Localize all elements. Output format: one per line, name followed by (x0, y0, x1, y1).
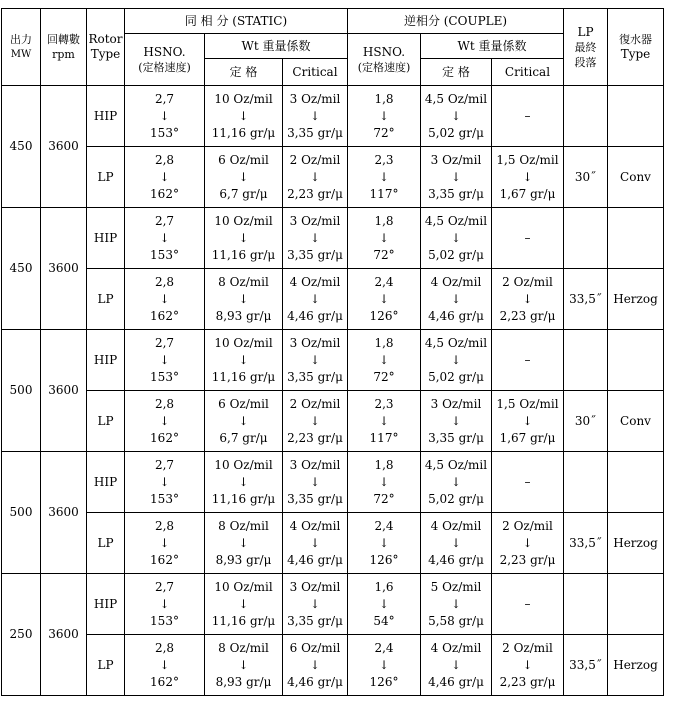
rotor-type-cell: HIP (87, 452, 125, 513)
couple-critical-cell (492, 391, 564, 452)
static-rated-cell-line: 10 Oz/mil (214, 213, 273, 228)
static-critical-cell-line: 2,23 gr/μ (287, 430, 343, 445)
couple-rated-cell-line: ↓ (450, 474, 462, 489)
output-header: 出力 MW (2, 9, 41, 86)
static-critical-cell-line: ↓ (309, 535, 321, 550)
condenser-type-cell (608, 208, 664, 269)
condenser-type-header: 復水器 Type (608, 9, 664, 86)
static-critical-cell-line: 2 Oz/mil (289, 396, 341, 411)
couple-hsno-cell-line: 72° (373, 369, 395, 384)
couple-rated-cell (421, 635, 492, 696)
couple-hsno-cell-line: 54° (373, 613, 395, 628)
lp-stage-cell: 33,5˝ (564, 513, 608, 574)
static-hsno-header: HSNO. (定格速度) (125, 34, 205, 86)
couple-rated-cell-line: ↓ (450, 535, 462, 550)
static-rated-cell-line: 8,93 gr/μ (215, 552, 272, 567)
table-row (2, 574, 664, 635)
lp-stage-cell (564, 452, 608, 513)
couple-hsno-cell (348, 574, 421, 635)
static-rated-cell-line: ↓ (238, 657, 249, 672)
couple-rated-cell-line: 3,35 gr/μ (428, 430, 484, 445)
static-hsno-cell-line: ↓ (159, 535, 170, 550)
static-rated-cell-line: 10 Oz/mil (214, 335, 273, 350)
couple-critical-cell-line: 2 Oz/mil (502, 518, 553, 533)
rotor-type-cell: LP (87, 635, 125, 696)
couple-hsno-cell-line: 1,8 (374, 457, 394, 472)
static-critical-cell-line: 2 Oz/mil (289, 152, 341, 167)
couple-hsno-cell (348, 635, 421, 696)
couple-hsno-cell-line: ↓ (378, 230, 390, 245)
table-row (2, 86, 664, 147)
couple-critical-cell-line: 2,23 gr/μ (499, 552, 556, 567)
rotor-type-header: Rotor Type (87, 9, 125, 86)
rpm-cell: 3600 (41, 574, 87, 696)
static-critical-cell (283, 269, 348, 330)
couple-hsno-cell-line: ↓ (378, 413, 390, 428)
couple-rated-cell (421, 574, 492, 635)
static-hsno-cell-line: 2,8 (154, 518, 175, 533)
couple-critical-cell: – (492, 574, 564, 635)
static-hsno-cell-line: 2,7 (154, 579, 175, 594)
couple-critical-cell (492, 147, 564, 208)
static-hsno-cell-line: ↓ (159, 352, 170, 367)
static-hsno-cell-line: 153° (150, 369, 179, 384)
couple-hsno-cell-line: ↓ (378, 108, 390, 123)
couple-critical-cell-line: ↓ (522, 657, 533, 672)
output-mw-cell: 250 (2, 574, 41, 696)
condenser-type-cell: Herzog (608, 513, 664, 574)
couple-rated-cell-line: 4,5 Oz/mil (424, 91, 488, 106)
static-critical-cell-line: 3 Oz/mil (289, 213, 341, 228)
static-rated-cell-line: 11,16 gr/μ (211, 125, 276, 140)
static-critical-cell-line: 3 Oz/mil (289, 579, 341, 594)
static-critical-cell (283, 574, 348, 635)
rotor-type-cell: HIP (87, 330, 125, 391)
static-hsno-cell-line: ↓ (159, 230, 170, 245)
rotor-type-cell: LP (87, 147, 125, 208)
couple-critical-cell: – (492, 452, 564, 513)
static-critical-cell-line: ↓ (309, 413, 321, 428)
condenser-type-cell: Herzog (608, 635, 664, 696)
static-critical-cell (283, 391, 348, 452)
static-critical-cell-line: 3 Oz/mil (289, 335, 341, 350)
static-critical-cell-line: 4,46 gr/μ (287, 674, 343, 689)
static-rated-header: 定 格 (205, 59, 283, 86)
static-hsno-cell (125, 330, 205, 391)
static-hsno-cell-line: ↓ (159, 474, 170, 489)
static-hsno-cell-line: 162° (150, 552, 179, 567)
couple-hsno-cell (348, 330, 421, 391)
couple-rated-cell-line: 4 Oz/mil (430, 640, 482, 655)
lp-stage-cell (564, 86, 608, 147)
static-hsno-cell-line: 2,8 (154, 274, 175, 289)
couple-rated-cell-line: ↓ (450, 596, 462, 611)
static-hsno-cell (125, 452, 205, 513)
couple-critical-cell-line: 2 Oz/mil (502, 640, 553, 655)
static-rated-cell-line: ↓ (238, 413, 249, 428)
static-hsno-cell-line: ↓ (159, 169, 170, 184)
couple-hsno-cell (348, 452, 421, 513)
static-critical-cell-line: 4,46 gr/μ (287, 308, 343, 323)
static-critical-cell-line: ↓ (309, 291, 321, 306)
static-rated-cell-line: 8 Oz/mil (218, 640, 269, 655)
lp-stage-cell (564, 330, 608, 391)
couple-critical-cell: – (492, 86, 564, 147)
couple-rated-cell-line: 5,02 gr/μ (428, 125, 484, 140)
couple-rated-cell-line: ↓ (450, 291, 462, 306)
static-rated-cell-line: 8 Oz/mil (218, 274, 269, 289)
couple-hsno-cell-line: ↓ (378, 596, 390, 611)
static-rated-cell-line: 6,7 gr/μ (219, 186, 268, 201)
rotor-type-cell: LP (87, 391, 125, 452)
static-rated-cell (205, 513, 283, 574)
couple-rated-cell-line: 3 Oz/mil (430, 152, 482, 167)
rpm-cell: 3600 (41, 452, 87, 574)
couple-hsno-cell-line: 72° (373, 247, 395, 262)
couple-critical-cell: – (492, 208, 564, 269)
couple-hsno-cell-line: ↓ (378, 352, 390, 367)
static-critical-cell-line: 3,35 gr/μ (287, 491, 343, 506)
couple-rated-cell-line: ↓ (450, 352, 462, 367)
static-critical-cell-line: ↓ (309, 474, 321, 489)
condenser-type-cell: Conv (608, 147, 664, 208)
couple-critical-cell-line: 2,23 gr/μ (499, 308, 556, 323)
static-rated-cell-line: ↓ (238, 474, 249, 489)
couple-critical-cell: – (492, 330, 564, 391)
couple-header: 逆相分 (COUPLE) (348, 9, 564, 34)
static-rated-cell (205, 86, 283, 147)
static-hsno-cell-line: 2,7 (154, 457, 175, 472)
static-critical-cell (283, 147, 348, 208)
couple-rated-cell-line: 5,02 gr/μ (428, 491, 484, 506)
output-mw-cell: 500 (2, 330, 41, 452)
static-rated-cell-line: 11,16 gr/μ (211, 613, 276, 628)
static-hsno-cell (125, 86, 205, 147)
static-rated-cell-line: ↓ (238, 535, 249, 550)
table-row (2, 452, 664, 513)
table-row (2, 330, 664, 391)
lp-stage-cell (564, 208, 608, 269)
static-rated-cell (205, 452, 283, 513)
couple-rated-cell-line: 4,46 gr/μ (428, 674, 484, 689)
couple-critical-cell (492, 513, 564, 574)
output-mw-cell: 450 (2, 86, 41, 208)
static-hsno-cell-line: 2,7 (154, 91, 175, 106)
couple-wt-header: Wt 重量係数 (421, 34, 564, 59)
balancing-data-table (1, 8, 664, 696)
static-rated-cell (205, 269, 283, 330)
couple-rated-cell-line: 5,58 gr/μ (428, 613, 484, 628)
couple-critical-cell-line: ↓ (522, 535, 533, 550)
couple-rated-cell (421, 86, 492, 147)
couple-hsno-cell-line: 1,8 (374, 91, 394, 106)
static-critical-cell (283, 86, 348, 147)
couple-hsno-cell-line: ↓ (378, 169, 390, 184)
couple-rated-cell (421, 391, 492, 452)
static-rated-cell-line: 6 Oz/mil (218, 152, 269, 167)
static-rated-cell-line: ↓ (238, 596, 249, 611)
static-critical-cell (283, 208, 348, 269)
static-hsno-cell (125, 574, 205, 635)
table-row (2, 635, 664, 696)
static-rated-cell-line: ↓ (238, 352, 249, 367)
couple-rated-cell-line: 4 Oz/mil (430, 518, 482, 533)
static-critical-cell-line: ↓ (309, 108, 321, 123)
static-hsno-cell-line: 153° (150, 125, 179, 140)
couple-rated-cell-line: 3 Oz/mil (430, 396, 482, 411)
static-hsno-cell (125, 208, 205, 269)
couple-hsno-cell (348, 147, 421, 208)
couple-rated-cell-line: 5,02 gr/μ (428, 369, 484, 384)
static-critical-cell-line: 3,35 gr/μ (287, 125, 343, 140)
static-hsno-cell-line: 162° (150, 186, 179, 201)
condenser-type-cell (608, 452, 664, 513)
static-hsno-cell (125, 269, 205, 330)
static-critical-cell-line: 4 Oz/mil (289, 518, 341, 533)
couple-rated-cell-line: ↓ (450, 413, 462, 428)
static-rated-cell-line: 10 Oz/mil (214, 91, 273, 106)
condenser-type-cell (608, 86, 664, 147)
couple-rated-cell-line: 4,46 gr/μ (428, 552, 484, 567)
lp-stage-cell (564, 574, 608, 635)
static-rated-cell-line: 11,16 gr/μ (211, 369, 276, 384)
static-critical-cell-line: ↓ (309, 230, 321, 245)
couple-hsno-cell (348, 86, 421, 147)
static-rated-cell-line: ↓ (238, 108, 249, 123)
couple-critical-cell-line: 2 Oz/mil (502, 274, 553, 289)
couple-hsno-header: HSNO. (定格速度) (348, 34, 421, 86)
static-critical-cell-line: 3 Oz/mil (289, 457, 341, 472)
static-critical-cell-line: ↓ (309, 352, 321, 367)
static-critical-cell-line: 6 Oz/mil (289, 640, 341, 655)
rpm-header: 回轉數 rpm (41, 9, 87, 86)
couple-rated-cell (421, 330, 492, 391)
couple-critical-cell-line: ↓ (522, 413, 533, 428)
couple-rated-cell-line: 4,5 Oz/mil (424, 335, 488, 350)
static-rated-cell (205, 574, 283, 635)
couple-rated-cell-line: 4 Oz/mil (430, 274, 482, 289)
static-critical-cell-line: 4,46 gr/μ (287, 552, 343, 567)
static-hsno-cell-line: 2,8 (154, 396, 175, 411)
lp-stage-cell: 30˝ (564, 391, 608, 452)
couple-rated-cell-line: 5 Oz/mil (430, 579, 482, 594)
static-critical-cell-line: ↓ (309, 657, 321, 672)
static-rated-cell (205, 330, 283, 391)
rotor-type-cell: HIP (87, 208, 125, 269)
static-critical-cell (283, 513, 348, 574)
couple-hsno-cell-line: 2,4 (374, 640, 394, 655)
couple-critical-cell-line: 1,67 gr/μ (499, 430, 556, 445)
lp-stage-cell: 33,5˝ (564, 635, 608, 696)
static-hsno-cell (125, 391, 205, 452)
static-critical-header: Critical (283, 59, 348, 86)
couple-rated-cell (421, 452, 492, 513)
couple-hsno-cell-line: ↓ (378, 291, 390, 306)
static-rated-cell (205, 147, 283, 208)
couple-critical-cell (492, 269, 564, 330)
static-rated-cell (205, 391, 283, 452)
static-critical-cell-line: ↓ (309, 169, 321, 184)
static-rated-cell-line: 11,16 gr/μ (211, 247, 276, 262)
couple-hsno-cell-line: ↓ (378, 657, 390, 672)
output-mw-cell: 500 (2, 452, 41, 574)
couple-hsno-cell (348, 391, 421, 452)
couple-hsno-cell-line: 1,8 (374, 335, 394, 350)
static-critical-cell-line: 3,35 gr/μ (287, 369, 343, 384)
couple-critical-cell-line: ↓ (522, 291, 533, 306)
output-mw-cell: 450 (2, 208, 41, 330)
couple-hsno-cell-line: ↓ (378, 535, 390, 550)
static-hsno-cell-line: 2,8 (154, 640, 175, 655)
static-header: 同 相 分 (STATIC) (125, 9, 348, 34)
table-body (2, 86, 664, 696)
couple-hsno-cell-line: 2,3 (374, 152, 394, 167)
rpm-cell: 3600 (41, 86, 87, 208)
couple-rated-cell-line: 3,35 gr/μ (428, 186, 484, 201)
couple-rated-cell-line: ↓ (450, 108, 462, 123)
static-hsno-cell-line: ↓ (159, 413, 170, 428)
couple-hsno-cell-line: 72° (373, 491, 395, 506)
static-hsno-cell-line: 162° (150, 674, 179, 689)
static-rated-cell-line: 10 Oz/mil (214, 457, 273, 472)
lp-stage-cell: 33,5˝ (564, 269, 608, 330)
couple-critical-cell-line: 1,5 Oz/mil (496, 396, 559, 411)
table-row (2, 147, 664, 208)
couple-hsno-cell-line: 117° (369, 186, 399, 201)
couple-critical-cell-line: 1,5 Oz/mil (496, 152, 559, 167)
static-hsno-cell-line: ↓ (159, 108, 170, 123)
couple-critical-cell-line: 2,23 gr/μ (499, 674, 556, 689)
couple-rated-cell-line: 4,5 Oz/mil (424, 213, 488, 228)
couple-rated-header: 定 格 (421, 59, 492, 86)
couple-rated-cell (421, 208, 492, 269)
rotor-type-cell: HIP (87, 574, 125, 635)
condenser-type-cell: Herzog (608, 269, 664, 330)
table-row (2, 269, 664, 330)
static-hsno-cell-line: ↓ (159, 657, 170, 672)
static-hsno-cell-line: ↓ (159, 596, 170, 611)
static-hsno-cell (125, 147, 205, 208)
static-critical-cell-line: 2,23 gr/μ (287, 186, 343, 201)
couple-hsno-cell-line: 2,4 (374, 518, 394, 533)
static-rated-cell-line: 8,93 gr/μ (215, 674, 272, 689)
couple-hsno-cell-line: 126° (369, 308, 399, 323)
static-rated-cell-line: 10 Oz/mil (214, 579, 273, 594)
couple-critical-cell (492, 635, 564, 696)
lp-stage-header: LP 最終 段落 (564, 9, 608, 86)
couple-hsno-cell-line: 117° (369, 430, 399, 445)
couple-hsno-cell (348, 269, 421, 330)
static-rated-cell (205, 208, 283, 269)
static-critical-cell-line: 3 Oz/mil (289, 91, 341, 106)
static-rated-cell-line: 8,93 gr/μ (215, 308, 272, 323)
static-rated-cell-line: 6 Oz/mil (218, 396, 269, 411)
table-row (2, 208, 664, 269)
static-hsno-cell-line: 162° (150, 308, 179, 323)
static-rated-cell-line: ↓ (238, 230, 249, 245)
static-wt-header: Wt 重量係数 (205, 34, 348, 59)
static-hsno-cell-line: 153° (150, 491, 179, 506)
static-hsno-cell (125, 513, 205, 574)
rotor-type-cell: LP (87, 269, 125, 330)
static-critical-cell-line: 3,35 gr/μ (287, 247, 343, 262)
condenser-type-cell (608, 574, 664, 635)
static-rated-cell-line: 6,7 gr/μ (219, 430, 268, 445)
couple-critical-cell-line: ↓ (522, 169, 533, 184)
static-hsno-cell-line: ↓ (159, 291, 170, 306)
couple-hsno-cell-line: 2,4 (374, 274, 394, 289)
couple-rated-cell-line: ↓ (450, 230, 462, 245)
couple-hsno-cell-line: 126° (369, 674, 399, 689)
static-hsno-cell (125, 635, 205, 696)
static-critical-cell (283, 635, 348, 696)
couple-hsno-cell (348, 513, 421, 574)
couple-hsno-cell (348, 208, 421, 269)
static-critical-cell (283, 452, 348, 513)
static-critical-cell-line: 4 Oz/mil (289, 274, 341, 289)
couple-rated-cell-line: ↓ (450, 169, 462, 184)
static-rated-cell-line: ↓ (238, 291, 249, 306)
static-hsno-cell-line: 153° (150, 613, 179, 628)
static-rated-cell (205, 635, 283, 696)
table-row (2, 391, 664, 452)
couple-hsno-cell-line: 1,6 (374, 579, 394, 594)
couple-rated-cell-line: 4,46 gr/μ (428, 308, 484, 323)
couple-rated-cell (421, 269, 492, 330)
static-hsno-cell-line: 2,7 (154, 213, 175, 228)
couple-hsno-cell-line: 72° (373, 125, 395, 140)
lp-stage-cell: 30˝ (564, 147, 608, 208)
couple-critical-cell-line: 1,67 gr/μ (499, 186, 556, 201)
static-critical-cell-line: ↓ (309, 596, 321, 611)
couple-hsno-cell-line: ↓ (378, 474, 390, 489)
couple-rated-cell-line: 5,02 gr/μ (428, 247, 484, 262)
rpm-cell: 3600 (41, 208, 87, 330)
rotor-type-cell: HIP (87, 86, 125, 147)
couple-hsno-cell-line: 126° (369, 552, 399, 567)
static-hsno-cell-line: 153° (150, 247, 179, 262)
rpm-cell: 3600 (41, 330, 87, 452)
couple-rated-cell-line: 4,5 Oz/mil (424, 457, 488, 472)
static-critical-cell (283, 330, 348, 391)
static-hsno-cell-line: 2,8 (154, 152, 175, 167)
couple-hsno-cell-line: 2,3 (374, 396, 394, 411)
condenser-type-cell (608, 330, 664, 391)
couple-hsno-cell-line: 1,8 (374, 213, 394, 228)
couple-rated-cell (421, 513, 492, 574)
couple-critical-header: Critical (492, 59, 564, 86)
couple-rated-cell-line: ↓ (450, 657, 462, 672)
rotor-type-cell: LP (87, 513, 125, 574)
static-critical-cell-line: 3,35 gr/μ (287, 613, 343, 628)
couple-rated-cell (421, 147, 492, 208)
static-rated-cell-line: ↓ (238, 169, 249, 184)
static-rated-cell-line: 8 Oz/mil (218, 518, 269, 533)
table-row (2, 513, 664, 574)
static-hsno-cell-line: 2,7 (154, 335, 175, 350)
condenser-type-cell: Conv (608, 391, 664, 452)
static-rated-cell-line: 11,16 gr/μ (211, 491, 276, 506)
static-hsno-cell-line: 162° (150, 430, 179, 445)
table-header (2, 9, 664, 86)
